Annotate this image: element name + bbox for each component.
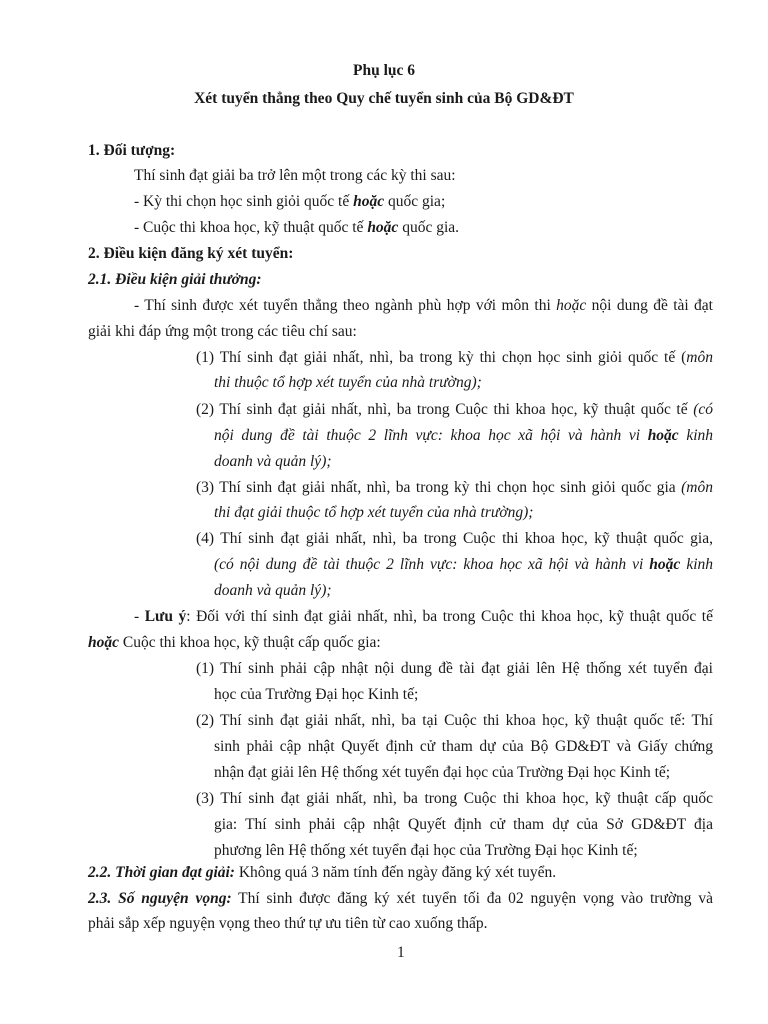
note-item-3: (3) Thí sinh đạt giải nhất, nhì, ba trong Cuộc thi khoa học, kỹ thuật cấp quốc	[196, 790, 713, 807]
criterion-2-cont: nội dung đề tài thuộc 2 lĩnh vực: khoa học xã hội và hành vi hoặc kinh	[214, 427, 714, 444]
criterion-4-cont-2: doanh và quản lý);	[214, 582, 332, 599]
section-1-bullet-2: - Cuộc thi khoa học, kỹ thuật quốc tế hoặc quốc gia.	[134, 219, 460, 236]
criterion-1-cont: thi thuộc tổ hợp xét tuyển của nhà trường);	[214, 374, 482, 391]
page-number: 1	[397, 944, 405, 961]
criterion-2-cont-2: doanh và quản lý);	[214, 453, 332, 470]
criterion-4-cont: (có nội dung đề tài thuộc 2 lĩnh vực: khoa học xã hội và hành vi hoặc kinh	[214, 556, 713, 573]
appendix-label: Phụ lục 6	[352, 62, 415, 79]
note-item-2: (2) Thí sinh đạt giải nhất, nhì, ba tại Cuộc thi khoa học, kỹ thuật quốc tế: Thí	[196, 712, 713, 729]
criterion-3: (3) Thí sinh đạt giải nhất, nhì, ba trong kỳ thi chọn học sinh giỏi quốc gia (môn	[196, 479, 713, 496]
note-item-3-cont: gia: Thí sinh phải cập nhật Quyết định cử tham dự của Sở GD&ĐT địa	[214, 816, 713, 833]
note-item-3-cont-2: phương lên Hệ thống xét tuyển đại học của Trường Đại học Kinh tế;	[214, 842, 638, 859]
section-1-heading: 1. Đối tượng:	[88, 142, 176, 159]
section-2-1-paragraph: - Thí sinh được xét tuyển thẳng theo ngành phù hợp với môn thi hoặc nội dung đề tài đạt	[134, 297, 713, 314]
note-item-2-cont: sinh phải cập nhật Quyết định cử tham dự của Bộ GD&ĐT và Giấy chứng	[214, 738, 713, 755]
document-title: Xét tuyển thẳng theo Quy chế tuyển sinh của Bộ GD&ĐT	[194, 90, 574, 107]
note-item-1: (1) Thí sinh phải cập nhật nội dung đề tài đạt giải lên Hệ thống xét tuyển đại	[196, 660, 713, 677]
criterion-3-cont: thi đạt giải thuộc tổ hợp xét tuyển của nhà trường);	[214, 504, 534, 521]
section-2-1-paragraph-cont: giải khi đáp ứng một trong các tiêu chí sau:	[88, 323, 357, 340]
section-2-1-heading: 2.1. Điều kiện giải thưởng:	[88, 271, 262, 288]
section-1-bullet-1: - Kỳ thi chọn học sinh giỏi quốc tế hoặc quốc gia;	[134, 193, 446, 210]
section-2-3-cont: phải sắp xếp nguyện vọng theo thứ tự ưu tiên từ cao xuống thấp.	[88, 915, 488, 932]
criterion-2: (2) Thí sinh đạt giải nhất, nhì, ba trong Cuộc thi khoa học, kỹ thuật quốc tế (có	[196, 401, 713, 418]
note-item-1-cont: học của Trường Đại học Kinh tế;	[214, 686, 419, 703]
criterion-4: (4) Thí sinh đạt giải nhất, nhì, ba trong Cuộc thi khoa học, kỹ thuật quốc gia,	[196, 530, 713, 547]
section-2-2: 2.2. Thời gian đạt giải: Không quá 3 năm tính đến ngày đăng ký xét tuyển.	[88, 864, 557, 881]
section-2-heading: 2. Điều kiện đăng ký xét tuyển:	[88, 245, 294, 262]
note-paragraph: - Lưu ý: Đối với thí sinh đạt giải nhất, nhì, ba trong Cuộc thi khoa học, kỹ thuật quốc tế	[134, 608, 713, 625]
note-paragraph-cont: hoặc Cuộc thi khoa học, kỹ thuật cấp quốc gia:	[88, 634, 381, 651]
criterion-1: (1) Thí sinh đạt giải nhất, nhì, ba trong kỳ thi chọn học sinh giỏi quốc tế (môn	[196, 349, 713, 366]
note-item-2-cont-2: nhận đạt giải lên Hệ thống xét tuyển đại học của Trường Đại học Kinh tế;	[214, 764, 671, 781]
section-1-intro: Thí sinh đạt giải ba trở lên một trong các kỳ thi sau:	[134, 167, 456, 184]
section-2-3: 2.3. Số nguyện vọng: Thí sinh được đăng ký xét tuyển tối đa 02 nguyện vọng vào trường và	[88, 890, 713, 907]
